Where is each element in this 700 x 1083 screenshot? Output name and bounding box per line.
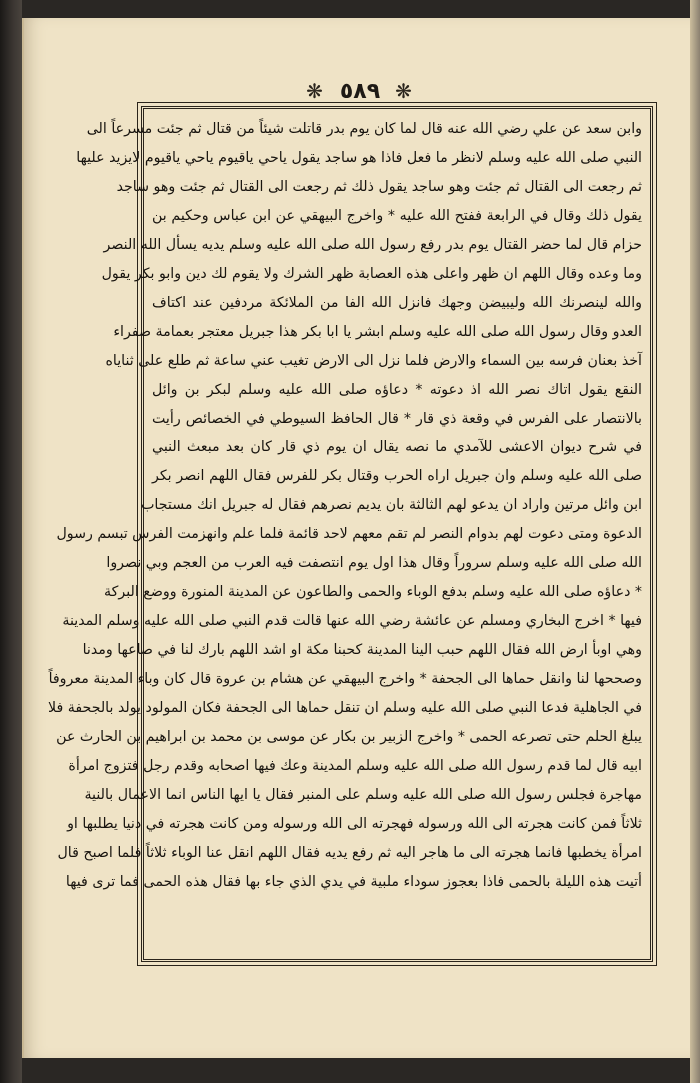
text-line: صلى الله عليه وسلم وان جبريل اراه الحرب وقتال بكر للفرس فقال اللهم انصر بكر [152,468,642,485]
text-line: النقع يقول اتاك نصر الله اذ دعوته * دعاؤه صلى الله عليه وسلم لبكر بن وائل [152,381,642,398]
text-line: وابن سعد عن علي رضي الله عنه قال لما كان يوم بدر قاتلت شيئاً من قتال ثم جئت مسرعاً الى [86,121,642,137]
ornament-right-icon: ❋ [395,79,414,103]
text-line: يقول ذلك وقال في الرابعة ففتح الله عليه * واخرج البيهقي عن ابن عباس وحكيم بن [152,207,642,224]
text-line: ثم رجعت الى القتال ثم جئت وهو ساجد يقول ذلك ثم رجعت الى القتال ثم جئت وهو ساجد [116,178,642,195]
text-frame [48,106,653,962]
text-line: وما وعده وقال اللهم ان ظهر واعلى هذه العصابة ظهر الشرك ولا يقوم لك دين وابو بكر يقول [101,265,642,282]
text-line: مهاجرة فجلس رسول الله صلى الله عليه وسلم على المنبر فقال يا ايها الناس انما الاعمال بالنية [84,786,642,803]
ornament-left-icon: ❋ [306,79,325,103]
text-line: فيها * اخرج البخاري ومسلم عن عائشة رضي الله عنها قالت قدم النبي صلى الله عليه وسلم المدينة [62,613,642,630]
text-line: ابيه قال لما قدم رسول الله صلى الله عليه وسلم المدينة وعك فيها اصحابه وقدم رجل فتزوج امرأة [68,757,642,774]
text-line: ابن وائل مرتين واراد ان يدعو لهم الثالثة بان يديم نصرهم فقال له جبريل انك مستجاب [141,497,642,514]
text-line: وهي اوبأ ارض الله فقال اللهم حبب الينا المدينة كحبنا مكة او اشد اللهم بارك لنا في صاعها ومدنا [82,642,642,659]
text-line: في الجاهلية فدعا النبي صلى الله عليه وسلم ان تنقل حماها الى الجحفة فكان المولود يولد بالجحفة فلا [48,700,642,717]
page-edge [690,0,700,1083]
text-line: والله لينصرنك الله وليبيضن وجهك فانزل الله الفا من الملائكة مردفين عند اكتاف [152,294,642,311]
text-line: النبي صلى الله عليه وسلم لانظر ما فعل فاذا هو ساجد يقول ياحي ياقيوم ياحي ياقيوم لايزيد عليها [76,149,642,166]
page-header [24,78,696,104]
book-binding [0,0,22,1083]
text-line: * دعاؤه صلى الله عليه وسلم بدفع الوباء والحمى والطاعون عن المدينة المنورة ووضع البركة [104,584,642,601]
text-line: حزام قال لما حضر القتال يوم بدر رفع رسول الله صلى الله عليه وسلم يديه يسأل الله النصر [103,236,642,253]
text-line: آخذ بعنان فرسه بين السماء والارض فلما نزل الى الارض تغيب عني ساعة ثم طلع على ثناياه [105,352,642,369]
text-line: يبلغ الحلم حتى تصرعه الحمى * واخرج الزبير بن بكار عن موسى بن محمد بن ابراهيم بن الحارث عن [56,729,642,746]
text-line: في شرح ديوان الاعشى للآمدي ما نصه يقال ان يوم ذي قار كان بعد مبعث النبي [152,439,642,456]
text-line: الله صلى الله عليه وسلم سروراً وقال هذا اول يوم انتصفت فيه العرب من العجم وبي نصروا [106,555,642,572]
text-line: الدعوة ومتى دعوت لهم بدوام النصر لم تقم معهم لاحد قائمة فلما علم وانهزمت الفرس تبسم رسول [56,526,642,543]
text-line: وصححها لنا وانقل حماها الى الجحفة * واخرج البيهقي عن هشام بن عروة قال كان وباء المدينة معروفاً [48,671,642,688]
text-line: ثلاثاً فمن كانت هجرته الى الله ورسوله فهجرته الى الله ورسوله ومن كانت هجرته في دنيا يطلبها او [67,815,642,832]
text-line: العدو وقال رسول الله صلى الله عليه وسلم ابشر يا ابا بكر هذا جبريل معتجر بعمامة صفراء [113,323,642,340]
book-page [22,18,696,1058]
page-text [48,115,642,897]
text-line: أتيت هذه الليلة بالحمى فاذا بعجوز سوداء ملبية في يدي الذي جاء بها فقال هذه الحمى فما ترى فيها [65,873,642,890]
page-number: ٥٨٩ [339,78,381,104]
text-line: بالانتصار على الفرس في وقعة ذي قار * قال الحافظ السيوطي في الخصائص رأيت [152,410,642,427]
text-line: امرأة يخطبها فانما هجرته الى ما هاجر اليه ثم رفع يديه فقال اللهم انقل عنا الوباء ثلاثاً فلما اصبح قال [57,844,642,861]
